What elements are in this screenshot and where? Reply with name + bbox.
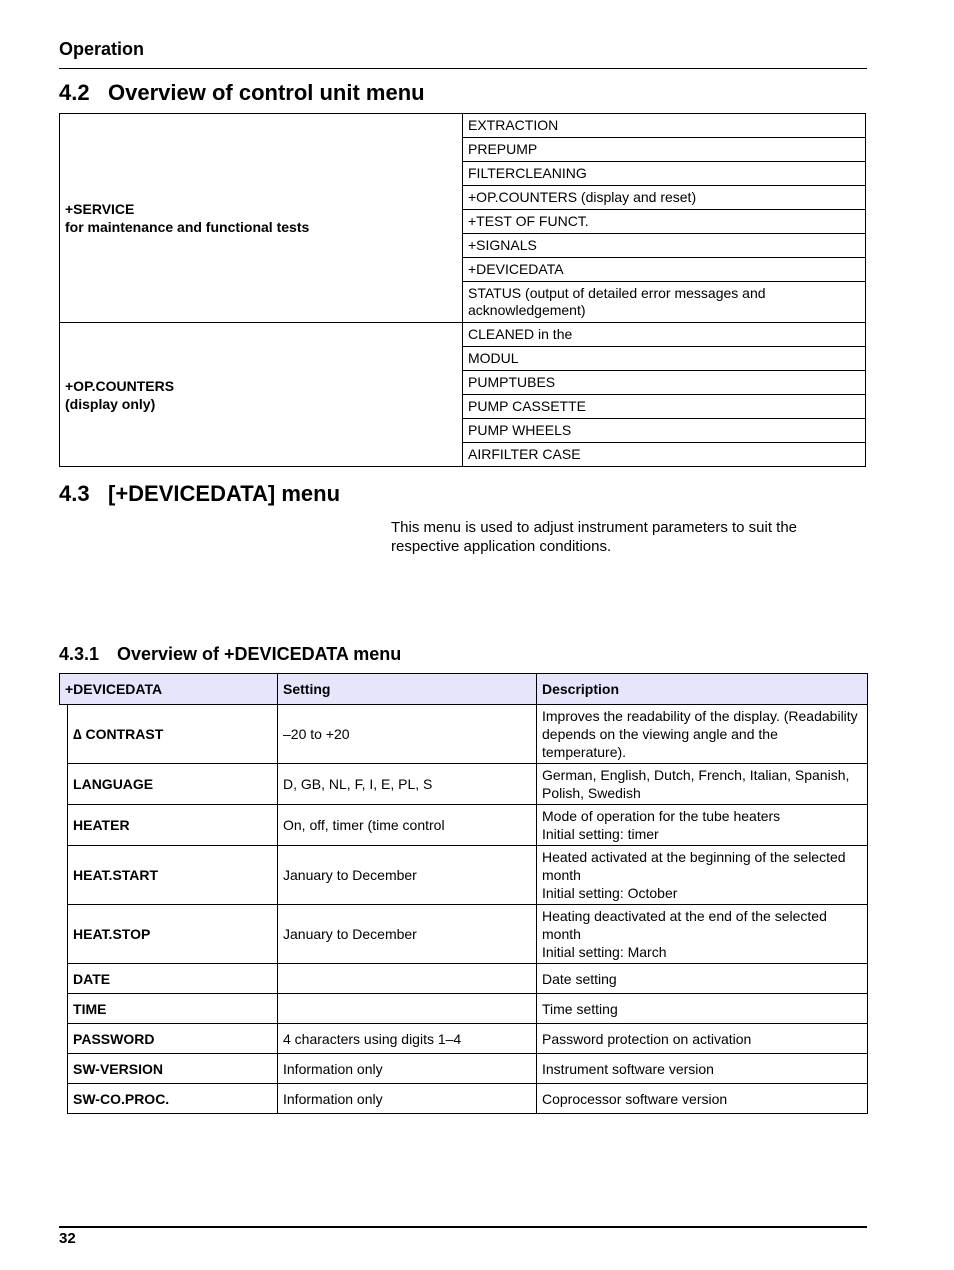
section-intro-text: This menu is used to adjust instrument parameters to suit the respective application conditions. — [391, 519, 798, 555]
description-line: Initial setting: October — [542, 885, 678, 901]
description-cell — [537, 964, 868, 994]
table-row — [60, 764, 868, 805]
parameter-name-cell: TIME — [68, 994, 278, 1024]
table-row — [60, 1054, 868, 1084]
setting-cell: –20 to +20 — [278, 705, 537, 764]
subsection-title: Overview of +DEVICEDATA menu — [117, 644, 402, 664]
description-cell — [537, 805, 868, 846]
parameter-name-cell: SW-CO.PROC. — [68, 1084, 278, 1114]
parameter-name-cell: HEAT.START — [68, 846, 278, 905]
row-indent — [60, 705, 68, 764]
description-line: Instrument software version — [542, 1060, 714, 1077]
description-line: Improves the readability of the display. (Readability depends on the viewing angle and the temperature). — [542, 708, 858, 760]
description-cell — [537, 846, 868, 905]
menu-item: PUMP WHEELS — [463, 419, 866, 443]
description-line: Date setting — [542, 970, 617, 987]
section-number: 4.2 — [59, 80, 90, 105]
menu-group-cell — [60, 323, 463, 467]
setting-cell — [278, 964, 537, 994]
description-line: Password protection on activation — [542, 1030, 752, 1047]
menu-item: STATUS (output of detailed error messages and acknowledgement) — [463, 282, 866, 323]
description-cell — [537, 1054, 868, 1084]
column-header-setting: Setting — [278, 674, 537, 705]
description-line: Time setting — [542, 1000, 618, 1017]
menu-item: +DEVICEDATA — [463, 258, 866, 282]
setting-cell: On, off, timer (time control — [278, 805, 537, 846]
setting-cell: 4 characters using digits 1–4 — [278, 1024, 537, 1054]
table-row — [60, 846, 868, 905]
menu-group-name: +OP.COUNTERS — [65, 377, 175, 394]
setting-cell: January to December — [278, 846, 537, 905]
parameter-name-cell: ∆ CONTRAST — [68, 705, 278, 764]
section-4-2-heading — [59, 80, 425, 106]
description-line: Heating deactivated at the end of the selected month — [542, 908, 827, 942]
section-4-3-heading — [59, 481, 340, 507]
column-header-description: Description — [537, 674, 868, 705]
menu-item: AIRFILTER CASE — [463, 443, 866, 467]
row-indent — [60, 1084, 68, 1114]
row-indent — [60, 1054, 68, 1084]
devicedata-table — [59, 673, 868, 1114]
setting-cell: D, GB, NL, F, I, E, PL, S — [278, 764, 537, 805]
setting-cell — [278, 994, 537, 1024]
menu-item: PUMPTUBES — [463, 371, 866, 395]
row-indent — [60, 805, 68, 846]
table-row — [60, 994, 868, 1024]
menu-group-subtitle: (display only) — [65, 395, 156, 412]
control-unit-menu-table — [59, 113, 866, 467]
table-row — [60, 964, 868, 994]
page-number: 32 — [59, 1230, 76, 1247]
section-4-3-1-heading — [59, 644, 401, 665]
description-line: Coprocessor software version — [542, 1090, 728, 1107]
parameter-name-cell: HEATER — [68, 805, 278, 846]
row-indent — [60, 846, 68, 905]
menu-item: CLEANED in the — [463, 323, 866, 347]
subsection-number: 4.3.1 — [59, 644, 100, 664]
parameter-name-cell: LANGUAGE — [68, 764, 278, 805]
menu-item: MODUL — [463, 347, 866, 371]
menu-item: +OP.COUNTERS (display and reset) — [463, 186, 866, 210]
row-indent — [60, 964, 68, 994]
row-indent — [60, 1024, 68, 1054]
description-cell — [537, 705, 868, 764]
description-cell — [537, 1024, 868, 1054]
description-cell — [537, 1084, 868, 1114]
setting-cell: January to December — [278, 905, 537, 964]
menu-item: +TEST OF FUNCT. — [463, 210, 866, 234]
menu-item: PUMP CASSETTE — [463, 395, 866, 419]
setting-cell: Information only — [278, 1084, 537, 1114]
description-line: German, English, Dutch, French, Italian, Spanish, Polish, Swedish — [542, 767, 850, 801]
table-row — [60, 1084, 868, 1114]
menu-item: +SIGNALS — [463, 234, 866, 258]
table-row — [60, 1024, 868, 1054]
menu-group-name: +SERVICE — [65, 201, 135, 217]
parameter-name-cell: DATE — [68, 964, 278, 994]
row-indent — [60, 994, 68, 1024]
setting-cell: Information only — [278, 1054, 537, 1084]
parameter-name-cell: PASSWORD — [68, 1024, 278, 1054]
section-title: Overview of control unit menu — [108, 80, 425, 105]
description-line: Heated activated at the beginning of the selected month — [542, 849, 846, 883]
menu-row — [60, 114, 866, 138]
menu-item: EXTRACTION — [463, 114, 866, 138]
description-cell — [537, 905, 868, 964]
section-title: [+DEVICEDATA] menu — [108, 481, 341, 506]
description-line: Mode of operation for the tube heaters — [542, 808, 781, 824]
table-row — [60, 705, 868, 764]
table-row — [60, 905, 868, 964]
parameter-name-cell: SW-VERSION — [68, 1054, 278, 1084]
row-indent — [60, 905, 68, 964]
menu-item: FILTERCLEANING — [463, 162, 866, 186]
menu-item: PREPUMP — [463, 138, 866, 162]
column-header-devicedata: +DEVICEDATA — [60, 674, 278, 705]
menu-row — [60, 323, 866, 347]
description-line: Initial setting: March — [542, 944, 667, 960]
table-row — [60, 805, 868, 846]
row-indent — [60, 764, 68, 805]
menu-group-subtitle: for maintenance and functional tests — [65, 219, 310, 235]
menu-group-cell — [60, 114, 463, 323]
section-number: 4.3 — [59, 481, 90, 506]
footer-rule — [59, 1226, 867, 1228]
running-header: Operation — [59, 39, 145, 59]
description-line: Initial setting: timer — [542, 826, 659, 842]
description-cell — [537, 764, 868, 805]
parameter-name-cell: HEAT.STOP — [68, 905, 278, 964]
description-cell — [537, 994, 868, 1024]
header-rule — [59, 68, 867, 69]
table-header-row — [60, 674, 868, 705]
